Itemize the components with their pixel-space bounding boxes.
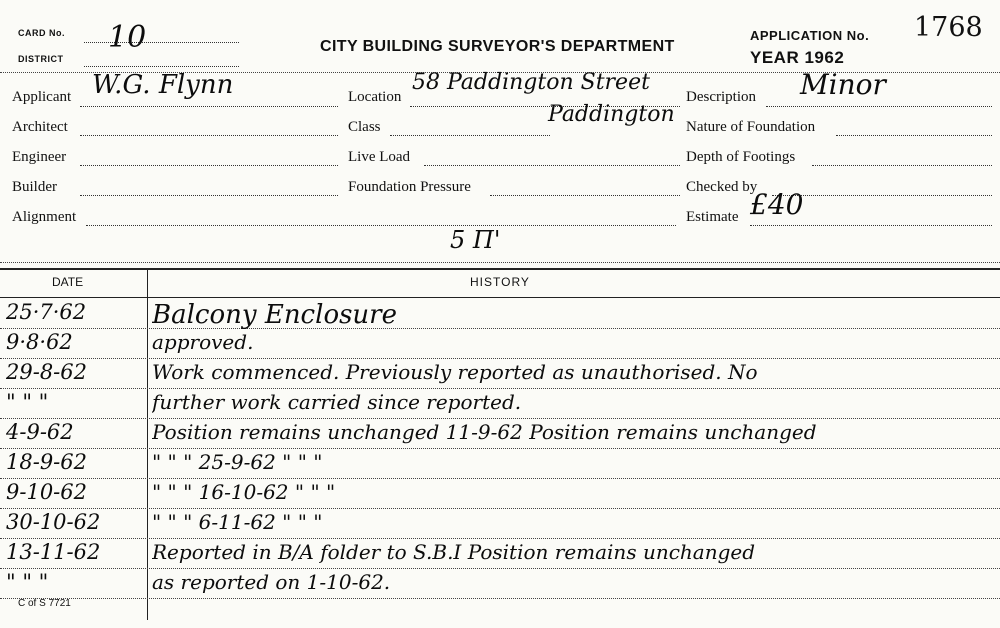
- history-date: 4-9-62: [6, 420, 74, 444]
- row-rule: [0, 388, 1000, 389]
- nature-foundation-line: [836, 135, 992, 136]
- estimate-value: £40: [750, 188, 804, 221]
- history-entry: Work commenced. Previously reported as unauthorised. No: [152, 360, 758, 384]
- history-date: 9-10-62: [6, 480, 87, 504]
- description-value: Minor: [800, 68, 886, 101]
- row-rule: [0, 568, 1000, 569]
- date-header: DATE: [52, 275, 84, 289]
- history-date: 13-11-62: [6, 540, 101, 564]
- history-date: 30-10-62: [6, 510, 101, 534]
- history-header-rule: [0, 297, 1000, 298]
- description-label: Description: [686, 89, 756, 105]
- row-rule: [0, 508, 1000, 509]
- history-date: 18-9-62: [6, 450, 87, 474]
- history-entry: Reported in B/A folder to S.B.I Position remains unchanged: [152, 540, 756, 564]
- depth-footings-label: Depth of Footings: [686, 149, 796, 165]
- location-value-line-2: Paddington: [548, 102, 675, 127]
- application-no-label: APPLICATION No.: [750, 28, 870, 43]
- history-date: 9·8·62: [6, 330, 73, 354]
- history-entry: as reported on 1-10-62.: [152, 570, 391, 594]
- history-date: " " ": [6, 570, 49, 594]
- row-rule: [0, 538, 1000, 539]
- engineer-line: [80, 165, 338, 166]
- department-title: CITY BUILDING SURVEYOR'S DEPARTMENT: [320, 38, 675, 55]
- history-entry: Position remains unchanged 11-9-62 Position remains unchanged: [152, 420, 817, 444]
- year-label: YEAR 1962: [750, 48, 845, 67]
- checked-by-line: [772, 195, 992, 196]
- row-rule: [0, 328, 1000, 329]
- applicant-label: Applicant: [12, 89, 72, 105]
- engineer-label: Engineer: [12, 149, 67, 165]
- foundation-pressure-label: Foundation Pressure: [348, 179, 471, 195]
- section-border-bottom: [0, 262, 1000, 263]
- live-load-line: [424, 165, 680, 166]
- builder-label: Builder: [12, 179, 57, 195]
- row-rule: [0, 478, 1000, 479]
- builder-line: [80, 195, 338, 196]
- row-rule: [0, 358, 1000, 359]
- history-date: 25·7·62: [6, 300, 87, 324]
- history-entry: further work carried since reported.: [152, 390, 522, 414]
- checked-by-label: Checked by: [686, 179, 758, 195]
- card-no-label: CARD No.: [18, 28, 65, 38]
- district-label: DISTRICT: [18, 54, 64, 64]
- nature-foundation-label: Nature of Foundation: [686, 119, 816, 135]
- alignment-label: Alignment: [12, 209, 77, 225]
- card-no-value: 10: [108, 20, 147, 55]
- history-entry: " " " 16-10-62 " " ": [152, 480, 336, 504]
- description-line: [766, 106, 992, 107]
- alignment-line: [86, 225, 676, 226]
- district-line: [84, 66, 239, 67]
- history-header: HISTORY: [470, 275, 530, 289]
- location-label: Location: [348, 89, 402, 105]
- architect-label: Architect: [12, 119, 68, 135]
- foundation-pressure-line: [490, 195, 680, 196]
- depth-footings-line: [812, 165, 992, 166]
- history-entry: Balcony Enclosure: [152, 300, 397, 330]
- live-load-label: Live Load: [348, 149, 411, 165]
- history-top-rule: [0, 268, 1000, 270]
- history-entry: " " " 6-11-62 " " ": [152, 510, 323, 534]
- estimate-label: Estimate: [686, 209, 739, 225]
- row-rule: [0, 448, 1000, 449]
- row-rule: [0, 598, 1000, 599]
- history-date: " " ": [6, 390, 49, 414]
- estimate-line: [750, 225, 992, 226]
- form-footer: C of S 7721: [18, 598, 71, 609]
- location-value: 58 Paddington Street: [412, 70, 650, 95]
- history-date: 29-8-62: [6, 360, 87, 384]
- center-note: 5 Π': [450, 226, 501, 254]
- application-no: 1768: [914, 12, 983, 43]
- history-entry: " " " 25-9-62 " " ": [152, 450, 323, 474]
- applicant-value: W.G. Flynn: [92, 70, 234, 100]
- applicant-line: [80, 106, 338, 107]
- architect-line: [80, 135, 338, 136]
- class-line: [390, 135, 550, 136]
- class-label: Class: [348, 119, 381, 135]
- history-entry: approved.: [152, 330, 254, 354]
- row-rule: [0, 418, 1000, 419]
